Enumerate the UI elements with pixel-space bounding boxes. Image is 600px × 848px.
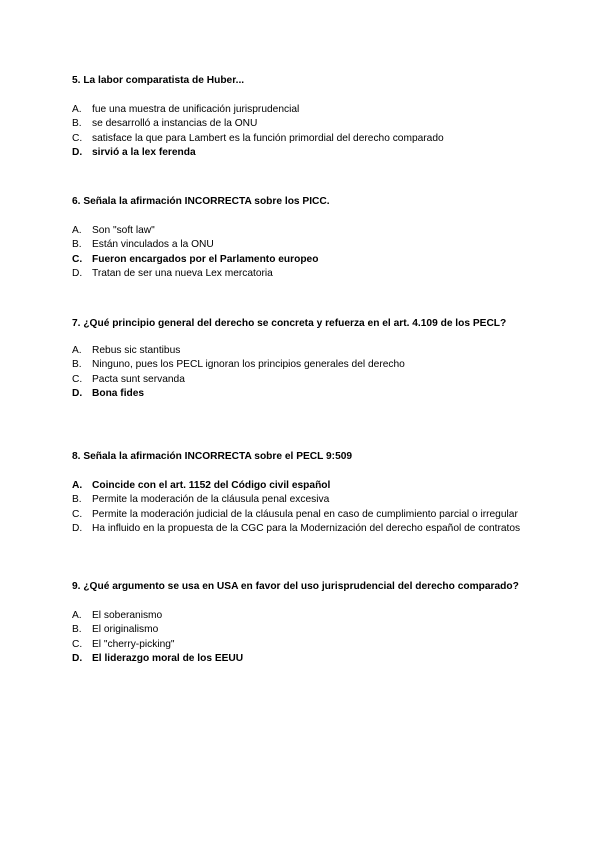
option-letter: D.: [72, 653, 83, 664]
option-text: Coincide con el art. 1152 del Código civil español: [92, 479, 331, 491]
option-text: Están vinculados a la ONU: [92, 239, 214, 250]
option-a: [72, 103, 532, 118]
option-text: Ninguno, pues los PECL ignoran los principios generales del derecho: [92, 359, 405, 370]
option-d: [72, 522, 532, 537]
options-list: [72, 344, 532, 402]
question-7: [72, 317, 532, 402]
option-d: [72, 387, 532, 402]
option-letter: D.: [72, 268, 83, 279]
option-letter: B.: [72, 494, 82, 505]
option-letter: C.: [72, 373, 83, 385]
option-text: Son "soft law": [92, 224, 155, 236]
option-c: [72, 638, 532, 653]
question-title: 5. La labor comparatista de Huber...: [72, 75, 245, 86]
option-d: [72, 652, 532, 667]
option-text: fue una muestra de unificación jurisprudencial: [92, 103, 300, 115]
option-text: sirvió a la lex ferenda: [92, 147, 196, 158]
option-c: [72, 253, 532, 268]
option-text: satisface la que para Lambert es la función primordial del derecho comparado: [92, 132, 444, 144]
question-title: 6. Señala la afirmación INCORRECTA sobre los PICC.: [72, 196, 330, 207]
option-letter: D.: [72, 388, 83, 399]
option-text: El liderazgo moral de los EEUU: [92, 653, 244, 664]
option-a: [72, 479, 532, 494]
option-text: Permite la moderación de la cláusula penal excesiva: [92, 494, 330, 505]
option-letter: D.: [72, 147, 83, 158]
option-text: El originalismo: [92, 624, 159, 635]
option-letter: C.: [72, 508, 83, 520]
option-b: [72, 358, 532, 373]
option-text: Tratan de ser una nueva Lex mercatoria: [92, 268, 273, 279]
option-letter: A.: [72, 609, 82, 621]
option-text: Pacta sunt servanda: [92, 373, 185, 385]
question-title: 9. ¿Qué argumento se usa en USA en favor del uso jurisprudencial del derecho comparado?: [72, 581, 519, 592]
option-c: [72, 373, 532, 388]
options-list: [72, 479, 532, 537]
option-c: [72, 132, 532, 147]
option-letter: A.: [72, 479, 83, 491]
option-b: [72, 493, 532, 508]
question-title: 8. Señala la afirmación INCORRECTA sobre el PECL 9:509: [72, 451, 353, 462]
option-text: Fueron encargados por el Parlamento europeo: [92, 253, 319, 265]
option-a: [72, 344, 532, 359]
option-text: El "cherry-picking": [92, 638, 175, 650]
option-letter: B.: [72, 359, 82, 370]
option-letter: C.: [72, 253, 83, 265]
option-letter: A.: [72, 103, 82, 115]
option-text: El soberanismo: [92, 609, 163, 621]
option-letter: C.: [72, 638, 83, 650]
options-list: [72, 224, 532, 282]
option-d: [72, 146, 532, 161]
option-letter: C.: [72, 132, 83, 144]
options-list: [72, 609, 532, 667]
option-letter: B.: [72, 239, 82, 250]
option-letter: A.: [72, 344, 82, 356]
question-5: [72, 74, 532, 161]
option-b: [72, 623, 532, 638]
option-a: [72, 224, 532, 239]
option-a: [72, 609, 532, 624]
option-text: Permite la moderación judicial de la cláusula penal en caso de cumplimiento parcial o irregular: [92, 508, 518, 520]
option-letter: D.: [72, 523, 83, 534]
question-9: [72, 580, 532, 667]
option-d: [72, 267, 532, 282]
question-8: [72, 450, 532, 537]
option-b: [72, 238, 532, 253]
question-6: [72, 195, 532, 282]
option-text: Rebus sic stantibus: [92, 344, 181, 356]
option-c: [72, 508, 532, 523]
options-list: [72, 103, 532, 161]
question-title: 7. ¿Qué principio general del derecho se concreta y refuerza en el art. 4.109 de los PECL?: [72, 318, 507, 329]
option-text: Ha influido en la propuesta de la CGC para la Modernización del derecho español de contratos: [92, 523, 521, 534]
option-b: [72, 117, 532, 132]
option-letter: A.: [72, 224, 82, 236]
option-letter: B.: [72, 624, 82, 635]
option-text: se desarrolló a instancias de la ONU: [92, 118, 258, 129]
option-letter: B.: [72, 118, 82, 129]
option-text: Bona fides: [92, 388, 145, 399]
